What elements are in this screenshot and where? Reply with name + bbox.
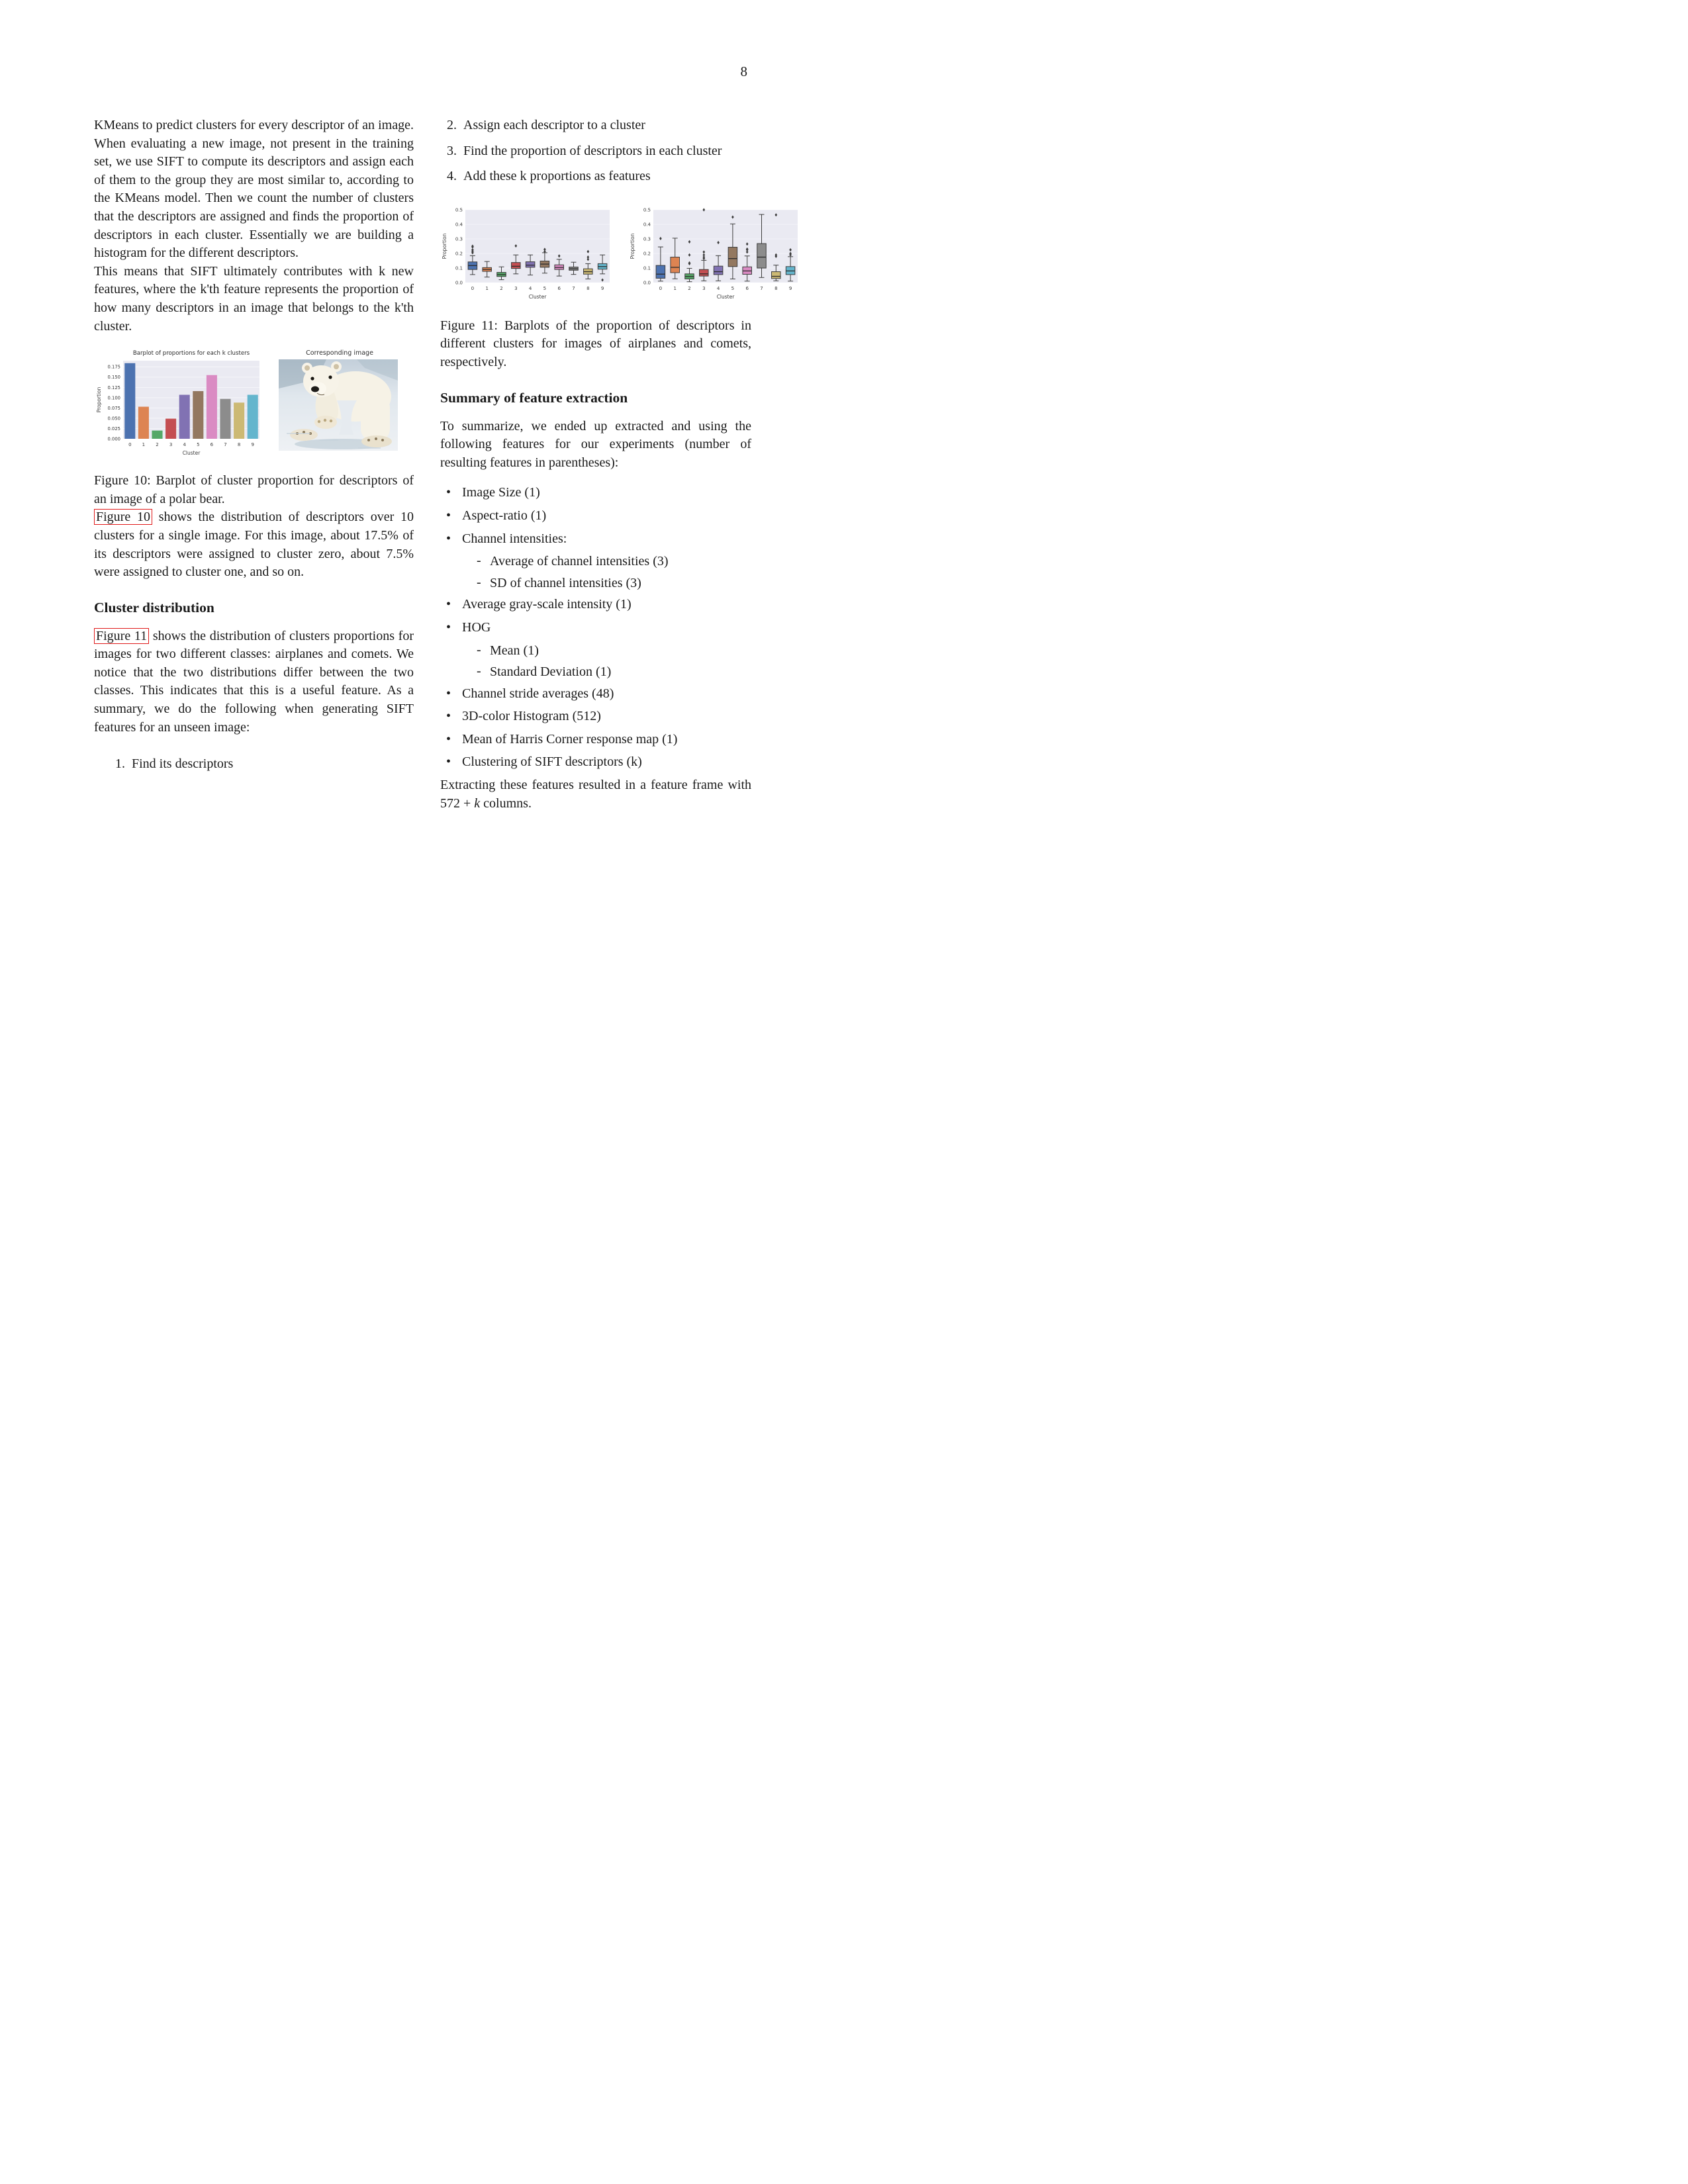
paragraph-figure11-discussion-text: shows the distribution of clusters proportions for images for two different classes: airplanes and comets. We notice that the two distributions differ between the two classes. This indicates that this is a useful feature. As a summary, we do the following when generating SIFT features for an unseen image: — [94, 628, 414, 735]
svg-text:8: 8 — [237, 442, 241, 448]
bear-figure-title: Corresponding image — [306, 349, 373, 357]
paragraph-figure10-discussion — [94, 508, 414, 581]
svg-text:0.0: 0.0 — [455, 280, 463, 286]
svg-text:1: 1 — [485, 285, 489, 291]
svg-text:7: 7 — [572, 285, 575, 291]
svg-text:2: 2 — [688, 285, 691, 291]
svg-text:0.3: 0.3 — [455, 236, 463, 242]
svg-text:7: 7 — [224, 442, 227, 448]
svg-text:0.150: 0.150 — [107, 375, 120, 381]
paragraph-sift-features: This means that SIFT ultimately contributes with k new features, where the k'th feature represents the proportion of how many descriptors in an image that belongs to the k'th cluster. — [94, 263, 414, 334]
svg-text:0.2: 0.2 — [643, 251, 651, 257]
svg-text:0.125: 0.125 — [107, 385, 120, 390]
svg-text:0.4: 0.4 — [455, 222, 463, 228]
svg-text:9: 9 — [788, 285, 792, 291]
svg-text:0.025: 0.025 — [107, 426, 120, 432]
list-subitem: - SD of channel intensities (3) — [440, 574, 751, 593]
svg-text:0.050: 0.050 — [107, 416, 120, 422]
paragraph-kmeans: KMeans to predict clusters for every descriptor of an image. When evaluating a new image, not present in the training set, we use SIFT to compute its descriptors and assign each of them to the group they are most similar to, according to the KMeans model. Then we count the number of clusters that the descriptors are assigned and finds the proportion of descriptors in each cluster. Essentially we are building a histogram for the different descriptors. — [94, 118, 414, 261]
svg-text:0: 0 — [471, 285, 475, 291]
list-item: • Aspect-ratio (1) — [440, 507, 751, 525]
svg-text:0.1: 0.1 — [455, 265, 463, 271]
paragraph-summary-intro: To summarize, we ended up extracted and using the following features for our experiments (number of resulting features in parentheses): — [440, 418, 751, 470]
svg-text:Cluster: Cluster — [716, 293, 735, 300]
svg-text:1: 1 — [142, 442, 146, 448]
svg-text:0.5: 0.5 — [643, 207, 651, 213]
list-item: • HOG — [440, 619, 751, 637]
svg-text:3: 3 — [514, 285, 518, 291]
section-heading-cluster-distribution: Cluster distribution — [94, 599, 214, 615]
list-subitem: - Standard Deviation (1) — [440, 663, 751, 682]
svg-text:1: 1 — [673, 285, 677, 291]
paragraph-figure11-discussion — [94, 627, 414, 737]
figure10 — [94, 347, 414, 463]
list-item: • Channel stride averages (48) — [440, 685, 751, 704]
svg-text:9: 9 — [600, 285, 604, 291]
svg-text:7: 7 — [760, 285, 763, 291]
svg-text:Cluster: Cluster — [182, 450, 201, 457]
svg-text:8: 8 — [586, 285, 590, 291]
list-item: • Mean of Harris Corner response map (1) — [440, 731, 751, 749]
figure11 — [440, 202, 802, 308]
right-column — [440, 116, 792, 813]
svg-text:4: 4 — [183, 442, 186, 448]
svg-text:0.075: 0.075 — [107, 405, 120, 411]
ordered-item-2: 2. Assign each descriptor to a cluster — [447, 118, 645, 132]
svg-text:Barplot of proportions for eac: Barplot of proportions for each k clusters — [132, 350, 250, 357]
page-number: 8 — [740, 64, 747, 79]
list-item: • 3D-color Histogram (512) — [440, 707, 751, 726]
figure11-boxplot-airplanes — [440, 202, 614, 308]
paragraph-figure10-discussion-text: shows the distribution of descriptors over 10 clusters for a single image. For this image, about 17.5% of its descriptors were assigned to cluster zero, about 7.5% were assigned to cluster one, and so on. — [94, 510, 414, 580]
section-heading-summary: Summary of feature extraction — [440, 389, 628, 406]
svg-text:2: 2 — [500, 285, 503, 291]
svg-text:6: 6 — [745, 285, 749, 291]
svg-text:0.1: 0.1 — [643, 265, 651, 271]
figure10-link[interactable]: Figure 10 — [94, 509, 152, 525]
svg-text:0.0: 0.0 — [643, 280, 651, 286]
figure10-barplot — [94, 347, 263, 463]
svg-text:5: 5 — [543, 285, 547, 291]
math-k: k — [474, 796, 481, 811]
svg-text:Proportion: Proportion — [630, 233, 635, 259]
figure11-link[interactable]: Figure 11 — [94, 628, 149, 644]
svg-text:9: 9 — [251, 442, 254, 448]
ordered-item-3: 3. Find the proportion of descriptors in each cluster — [447, 143, 722, 158]
left-column — [94, 116, 414, 781]
svg-text:Proportion: Proportion — [442, 233, 447, 259]
svg-text:2: 2 — [156, 442, 159, 448]
svg-text:0.000: 0.000 — [107, 436, 120, 442]
svg-text:4: 4 — [528, 285, 532, 291]
svg-text:3: 3 — [702, 285, 706, 291]
svg-text:3: 3 — [169, 442, 173, 448]
svg-text:5: 5 — [197, 442, 200, 448]
ordered-item-1: 1. Find its descriptors — [115, 756, 234, 772]
polar-bear-image — [275, 347, 401, 453]
bear-illustration — [279, 359, 398, 451]
ordered-item-4: 4. Add these k proportions as features — [447, 169, 651, 184]
svg-text:4: 4 — [716, 285, 720, 291]
list-subitem: - Mean (1) — [440, 642, 751, 660]
paragraph-outro: Extracting these features resulted in a feature frame with 572 + k columns. — [440, 778, 751, 811]
svg-text:0.175: 0.175 — [107, 364, 120, 370]
svg-text:8: 8 — [774, 285, 778, 291]
figure11-caption: Figure 11: Barplots of the proportion of descriptors in different clusters for images of airplanes and comets, respectively. — [440, 318, 751, 369]
list-subitem: - Average of channel intensities (3) — [440, 553, 751, 571]
svg-text:6: 6 — [210, 442, 214, 448]
list-item: • Clustering of SIFT descriptors (k) — [440, 753, 751, 772]
svg-text:5: 5 — [731, 285, 735, 291]
svg-text:6: 6 — [557, 285, 561, 291]
figure10-caption: Figure 10: Barplot of cluster proportion for descriptors of an image of a polar bear. — [94, 473, 414, 506]
list-item: • Average gray-scale intensity (1) — [440, 596, 751, 614]
feature-list — [440, 484, 751, 772]
figure11-boxplot-comets — [628, 202, 802, 308]
svg-text:0.4: 0.4 — [643, 222, 651, 228]
svg-text:0.3: 0.3 — [643, 236, 651, 242]
paper-page — [0, 0, 844, 1092]
svg-text:0.100: 0.100 — [107, 395, 120, 401]
svg-text:Cluster: Cluster — [528, 293, 547, 300]
svg-text:0: 0 — [128, 442, 132, 448]
svg-text:0: 0 — [659, 285, 663, 291]
list-item: • Image Size (1) — [440, 484, 751, 502]
list-item: • Channel intensities: — [440, 530, 751, 549]
svg-text:Proportion: Proportion — [96, 387, 102, 413]
svg-text:0.5: 0.5 — [455, 207, 463, 213]
svg-text:0.2: 0.2 — [455, 251, 463, 257]
